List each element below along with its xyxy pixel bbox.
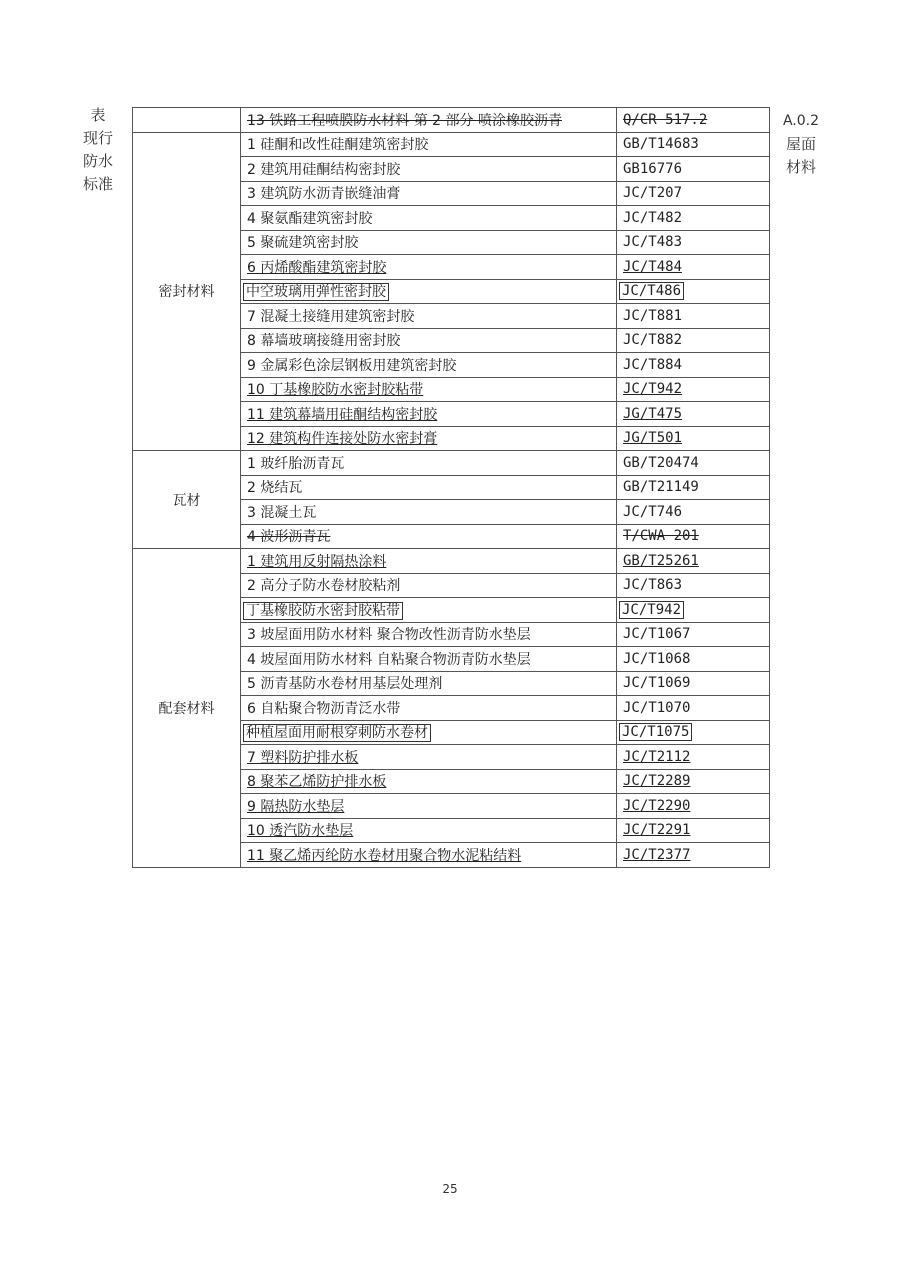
standard-code: JC/T483 — [623, 234, 683, 251]
standard-name: 3 建筑防水沥青嵌缝油膏 — [247, 186, 401, 203]
standard-code-cell — [617, 157, 770, 182]
standard-name: 6 自粘聚合物沥青泛水带 — [247, 700, 401, 717]
standard-name: 丁基橡胶防水密封胶粘带 — [243, 602, 403, 620]
standard-name-cell — [241, 279, 617, 304]
standard-name-cell — [241, 230, 617, 255]
standard-name-cell — [241, 818, 617, 843]
standard-code: JC/T2291 — [623, 822, 691, 839]
standard-code: JC/T1068 — [623, 650, 691, 667]
standard-code: JC/T1069 — [623, 675, 691, 692]
standard-name: 10 透汽防水垫层 — [247, 823, 354, 840]
standard-name-cell — [241, 622, 617, 647]
table-row — [133, 451, 770, 476]
category-cell — [133, 108, 241, 133]
standard-code-cell — [617, 573, 770, 598]
standard-name: 2 烧结瓦 — [247, 480, 303, 497]
standard-name: 7 塑料防护排水板 — [247, 749, 359, 766]
standard-name: 2 高分子防水卷材胶粘剂 — [247, 578, 401, 595]
standard-code-cell — [617, 843, 770, 868]
standard-name-cell — [241, 402, 617, 427]
side-right-line: 屋面 — [785, 135, 816, 153]
side-code: A.0.2 — [782, 113, 820, 129]
standards-table — [132, 107, 770, 868]
standard-name-cell — [241, 377, 617, 402]
standard-name: 5 沥青基防水卷材用基层处理剂 — [247, 676, 443, 693]
standard-code-cell — [617, 622, 770, 647]
standard-code: GB/T21149 — [623, 479, 699, 496]
side-left-line: 表 — [90, 106, 106, 124]
standard-name-cell — [241, 696, 617, 721]
standard-code-cell — [617, 402, 770, 427]
standard-name-cell — [241, 157, 617, 182]
table-row — [133, 549, 770, 574]
standard-code: JC/T942 — [623, 381, 683, 398]
standard-code-cell — [617, 818, 770, 843]
standard-code: JC/T484 — [623, 258, 683, 275]
standard-code: JC/T1070 — [623, 699, 691, 716]
standard-name: 1 建筑用反射隔热涂料 — [247, 553, 387, 570]
standard-code-cell — [617, 304, 770, 329]
standard-code-cell — [617, 451, 770, 476]
standard-code: T/CWA 201 — [623, 528, 699, 545]
standard-name-cell — [241, 671, 617, 696]
side-left-line: 标准 — [82, 175, 113, 193]
standard-code-cell — [617, 794, 770, 819]
standard-name-cell — [241, 549, 617, 574]
standard-code: JC/T482 — [623, 209, 683, 226]
standard-name: 4 聚氨酯建筑密封胶 — [247, 210, 373, 227]
standard-name-cell — [241, 794, 617, 819]
side-left-line: 现行 — [82, 129, 113, 147]
category-cell: 配套材料 — [133, 549, 241, 868]
standard-name-cell — [241, 304, 617, 329]
standard-code-cell — [617, 524, 770, 549]
standard-name-cell — [241, 769, 617, 794]
standard-code-cell — [617, 206, 770, 231]
standard-name: 8 聚苯乙烯防护排水板 — [247, 774, 387, 791]
standard-code: JC/T884 — [623, 356, 683, 373]
standard-code: JC/T942 — [619, 601, 684, 619]
standard-name: 12 建筑构件连接处防水密封膏 — [247, 431, 438, 448]
standard-name-cell — [241, 475, 617, 500]
standard-code: JC/T2377 — [623, 846, 691, 863]
standard-code-cell — [617, 696, 770, 721]
standard-code-cell — [617, 475, 770, 500]
standard-name: 种植屋面用耐根穿刺防水卷材 — [243, 724, 431, 742]
standard-code: JC/T2289 — [623, 773, 691, 790]
category-cell: 瓦材 — [133, 451, 241, 549]
standard-code-cell — [617, 598, 770, 623]
standard-name: 3 坡屋面用防水材料 聚合物改性沥青防水垫层 — [247, 627, 531, 644]
standard-name-cell — [241, 720, 617, 745]
standard-name: 中空玻璃用弹性密封胶 — [243, 283, 389, 301]
standard-code: Q/CR 517.2 — [623, 111, 708, 128]
standard-code-cell — [617, 255, 770, 280]
standard-name-cell — [241, 426, 617, 451]
standard-code-cell — [617, 230, 770, 255]
standard-name: 9 金属彩色涂层钢板用建筑密封胶 — [247, 357, 457, 374]
standard-code-cell — [617, 745, 770, 770]
standard-name-cell — [241, 573, 617, 598]
standard-name: 1 硅酮和改性硅酮建筑密封胶 — [247, 137, 429, 154]
standard-code: JC/T2112 — [623, 748, 691, 765]
side-left-line: 防水 — [82, 152, 113, 170]
standard-code: JC/T1075 — [619, 723, 692, 741]
standard-code: JC/T863 — [623, 577, 683, 594]
standard-name: 5 聚硫建筑密封胶 — [247, 235, 359, 252]
standard-name-cell — [241, 745, 617, 770]
standard-name-cell — [241, 647, 617, 672]
standard-code: JC/T1067 — [623, 626, 691, 643]
standard-code: GB/T25261 — [623, 552, 699, 569]
standard-name: 4 坡屋面用防水材料 自粘聚合物沥青防水垫层 — [247, 651, 531, 668]
standard-code-cell — [617, 353, 770, 378]
standard-code: JG/T501 — [623, 430, 683, 447]
standard-code: JG/T475 — [623, 405, 683, 422]
standard-name-cell — [241, 108, 617, 133]
standard-name: 1 玻纤胎沥青瓦 — [247, 455, 345, 472]
standard-name-cell — [241, 255, 617, 280]
standard-code-cell — [617, 328, 770, 353]
standard-name: 3 混凝土瓦 — [247, 504, 317, 521]
standard-code-cell — [617, 377, 770, 402]
standard-name: 11 聚乙烯丙纶防水卷材用聚合物水泥粘结料 — [247, 847, 522, 864]
standard-name-cell — [241, 181, 617, 206]
standard-name: 6 丙烯酸酯建筑密封胶 — [247, 259, 387, 276]
standard-code: GB/T14683 — [623, 136, 699, 153]
side-right-line: 材料 — [785, 158, 816, 176]
standard-name-cell — [241, 598, 617, 623]
standard-code: GB/T20474 — [623, 454, 699, 471]
standard-name: 4 波形沥青瓦 — [247, 529, 331, 546]
standard-code-cell — [617, 769, 770, 794]
standard-name: 2 建筑用硅酮结构密封胶 — [247, 161, 401, 178]
standard-code-cell — [617, 426, 770, 451]
standard-name: 8 幕墙玻璃接缝用密封胶 — [247, 333, 401, 350]
standard-code: JC/T207 — [623, 185, 683, 202]
standard-code-cell — [617, 500, 770, 525]
standard-name-cell — [241, 843, 617, 868]
standard-code: GB16776 — [623, 160, 683, 177]
standard-name-cell — [241, 328, 617, 353]
standard-name-cell — [241, 524, 617, 549]
standard-name-cell — [241, 132, 617, 157]
standard-code: JC/T486 — [619, 282, 684, 300]
side-label-right — [778, 110, 824, 179]
standard-name-cell — [241, 206, 617, 231]
category-cell: 密封材料 — [133, 132, 241, 451]
standard-code-cell — [617, 108, 770, 133]
standard-name-cell — [241, 500, 617, 525]
standard-code: JC/T746 — [623, 503, 683, 520]
standard-code-cell — [617, 720, 770, 745]
standard-code-cell — [617, 181, 770, 206]
standard-code: JC/T2290 — [623, 797, 691, 814]
standard-code-cell — [617, 549, 770, 574]
standard-name: 11 建筑幕墙用硅酮结构密封胶 — [247, 406, 438, 423]
table-row — [133, 132, 770, 157]
standard-name: 7 混凝土接缝用建筑密封胶 — [247, 308, 415, 325]
standard-name-cell — [241, 451, 617, 476]
standard-code-cell — [617, 279, 770, 304]
standard-code-cell — [617, 132, 770, 157]
standard-code: JC/T881 — [623, 307, 683, 324]
standard-name-cell — [241, 353, 617, 378]
standard-name: 13 铁路工程喷膜防水材料 第 2 部分 喷涂橡胶沥青 — [247, 112, 562, 129]
standard-name: 9 隔热防水垫层 — [247, 798, 345, 815]
standard-code-cell — [617, 671, 770, 696]
side-label-left — [78, 104, 118, 196]
standard-code-cell — [617, 647, 770, 672]
page-number: 25 — [442, 1182, 458, 1196]
standard-name: 10 丁基橡胶防水密封胶粘带 — [247, 382, 424, 399]
standard-code: JC/T882 — [623, 332, 683, 349]
table-row — [133, 108, 770, 133]
